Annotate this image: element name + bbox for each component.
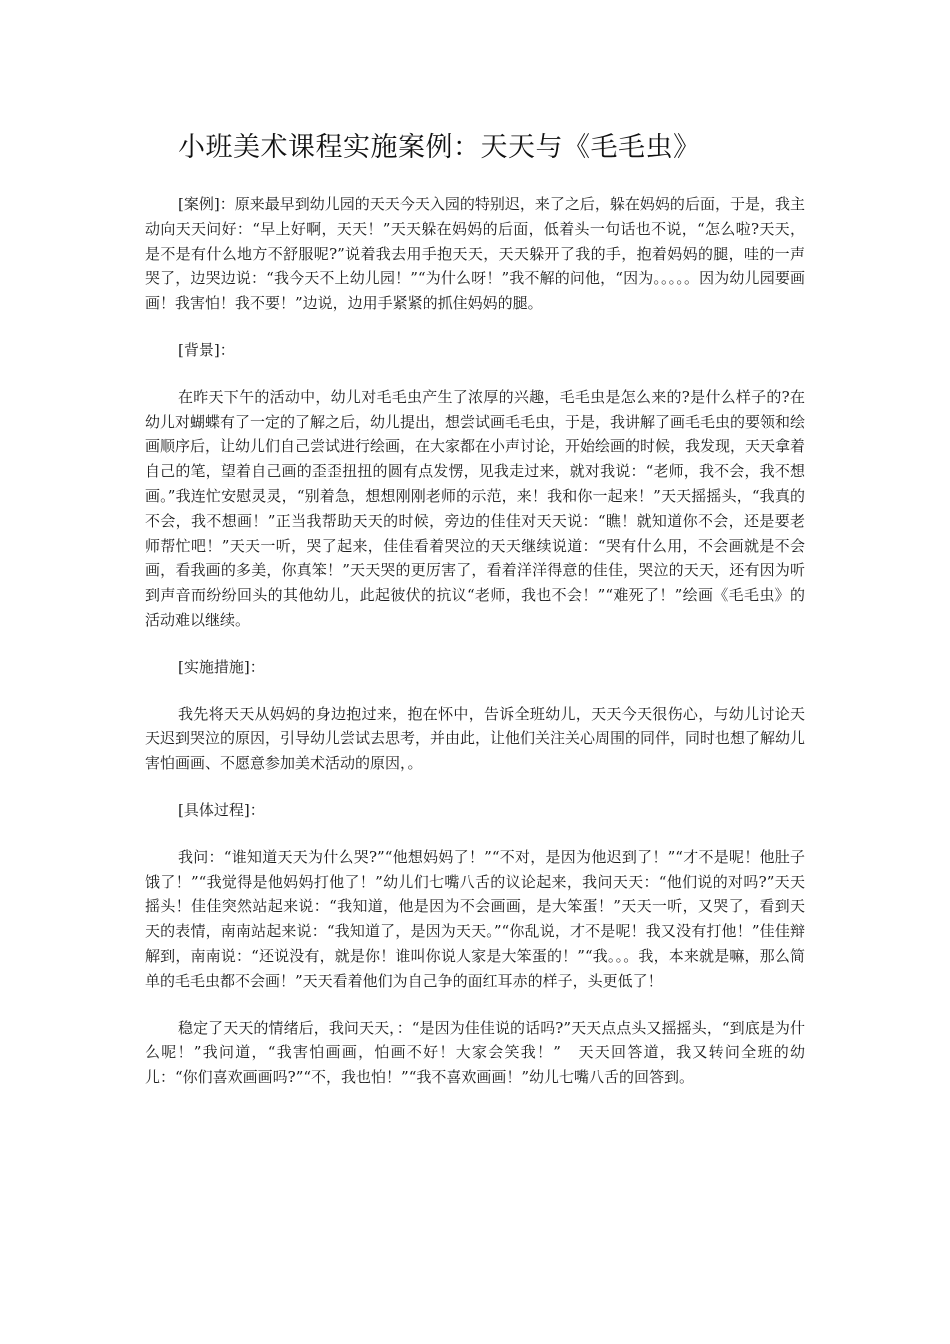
paragraph-measures: 我先将天天从妈妈的身边抱过来，抱在怀中，告诉全班幼儿，天天今天很伤心，与幼儿讨论天天迟到哭泣的原因，引导幼儿尝试去思考，并由此，让他们关注关心周围的同伴，同时也想了解幼儿害怕画画、不愿意参加美术活动的原因，。 xyxy=(145,704,806,773)
paragraph-case: [案例]：原来最早到幼儿园的天天今天入园的特别迟，来了之后，躲在妈妈的后面，于是，我主动向天天问好：“早上好啊，天天！”天天躲在妈妈的后面，低着头一句话也不说，“怎么啦?天天，是不是有什么地方不舒服呢?”说着我去用手抱天天，天天躲开了我的手，抱着妈妈的腿，哇的一声哭了，边哭边说：“我今天不上幼儿园！”“为什么呀！”我不解的问他，“因为。。。。。因为幼儿园要画画！我害怕！我不要！”边说，边用手紧紧的抓住妈妈的腿。 xyxy=(145,195,805,313)
paragraph-process-continued: 稳定了天天的情绪后，我问天天，：“是因为佳佳说的话吗?”天天点点头又摇摇头，“到底是为什么呢！”我问道，“我害怕画画，怕画不好！大家会笑我！” 天天回答道，我又转问全班的幼儿：“你们喜欢画画吗?”“不，我也怕！”“我不喜欢画画！”幼儿七嘴八舌的回答到。 xyxy=(145,1018,805,1087)
document-title: 小班美术课程实施案例：天天与《毛毛虫》 xyxy=(178,132,701,163)
section-heading-process: [具体过程]： xyxy=(178,800,265,819)
paragraph-process: 我问：“谁知道天天为什么哭?”“他想妈妈了！”“不对，是因为他迟到了！”“才不是呢！他肚子饿了！”“我觉得是他妈妈打他了！”幼儿们七嘴八舌的议论起来，我问天天：“他们说的对吗?”天天摇头！佳佳突然站起来说：“我知道，他是因为不会画画，是大笨蛋！”天天一听，又哭了，看到天天的表情，南南站起来说：“我知道了，是因为天天。”“你乱说，才不是呢！我又没有打他！”佳佳辩解到，南南说：“还说没有，就是你！谁叫你说人家是大笨蛋的！”“我。。。我，本来就是嘛，那么简单的毛毛虫都不会画！”天天看着他们为自己争的面红耳赤的样子，头更低了！ xyxy=(145,847,805,990)
paragraph-background: 在昨天下午的活动中，幼儿对毛毛虫产生了浓厚的兴趣，毛毛虫是怎么来的?是什么样子的?在幼儿对蝴蝶有了一定的了解之后，幼儿提出，想尝试画毛毛虫，于是，我讲解了画毛毛虫的要领和绘画顺序后，让幼儿们自己尝试进行绘画，在大家都在小声讨论，开始绘画的时候，我发现，天天拿着自己的笔，望着自己画的歪歪扭扭的圆有点发愣，见我走过来，就对我说：“老师，我不会，我不想画。”我连忙安慰灵灵，“别着急，想想刚刚老师的示范，来！我和你一起来！”天天摇摇头，“我真的不会，我不想画！”正当我帮助天天的时候，旁边的佳佳对天天说：“瞧！就知道你不会，还是要老师帮忙吧！”天天一听，哭了起来，佳佳看着哭泣的天天继续说道：“哭有什么用，不会画就是不会画，看我画的多美，你真笨！”天天哭的更厉害了，看着洋洋得意的佳佳，哭泣的天天，还有因为听到声音而纷纷回头的其他幼儿，此起彼伏的抗议“老师，我也不会！”“难死了！”绘画《毛毛虫》的活动难以继续。 xyxy=(145,387,806,629)
section-heading-measures: [实施措施]： xyxy=(178,657,265,676)
section-heading-background: [背景]： xyxy=(178,340,235,359)
document-body xyxy=(145,192,805,1112)
